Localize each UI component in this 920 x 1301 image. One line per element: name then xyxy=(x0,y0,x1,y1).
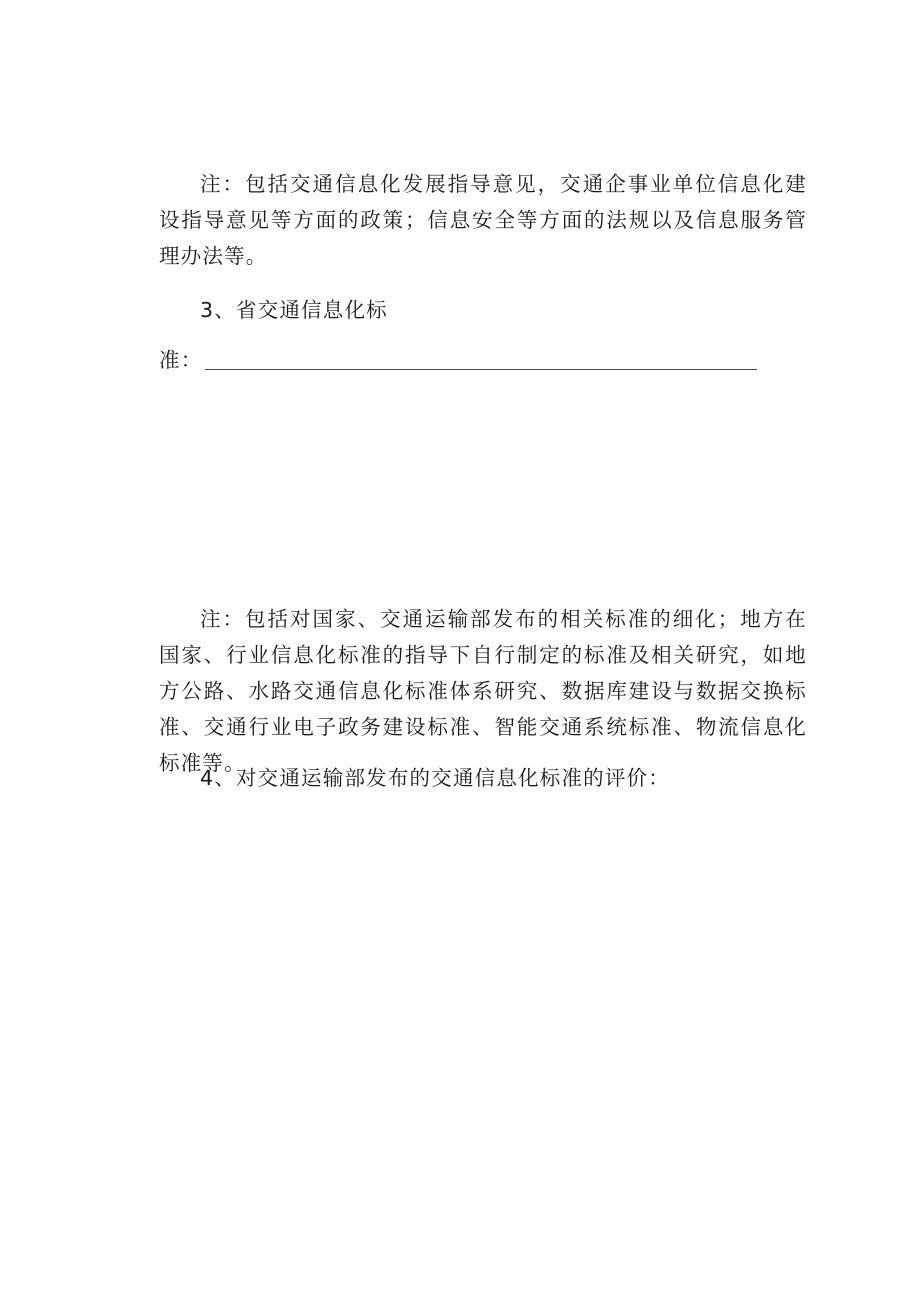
item-4-heading: 4、对交通运输部发布的交通信息化标准的评价： xyxy=(200,766,670,790)
fill-in-blank-row xyxy=(159,342,779,378)
fill-in-blank-line[interactable] xyxy=(205,369,757,370)
fill-in-blank-label: 准： xyxy=(159,348,203,372)
policy-note-paragraph: 注：包括交通信息化发展指导意见，交通企事业单位信息化建设指导意见等方面的政策；信息安全等方面的法规以及信息服务管理办法等。 xyxy=(159,172,807,268)
item-3-heading: 3、省交通信息化标 xyxy=(200,298,388,322)
standards-note-paragraph: 注：包括对国家、交通运输部发布的相关标准的细化；地方在国家、行业信息化标准的指导下自行制定的标准及相关研究，如地方公路、水路交通信息化标准体系研究、数据库建设与数据交换标准、交通行业电子政务建设标准、智能交通系统标准、物流信息化标准等。 xyxy=(159,607,807,775)
